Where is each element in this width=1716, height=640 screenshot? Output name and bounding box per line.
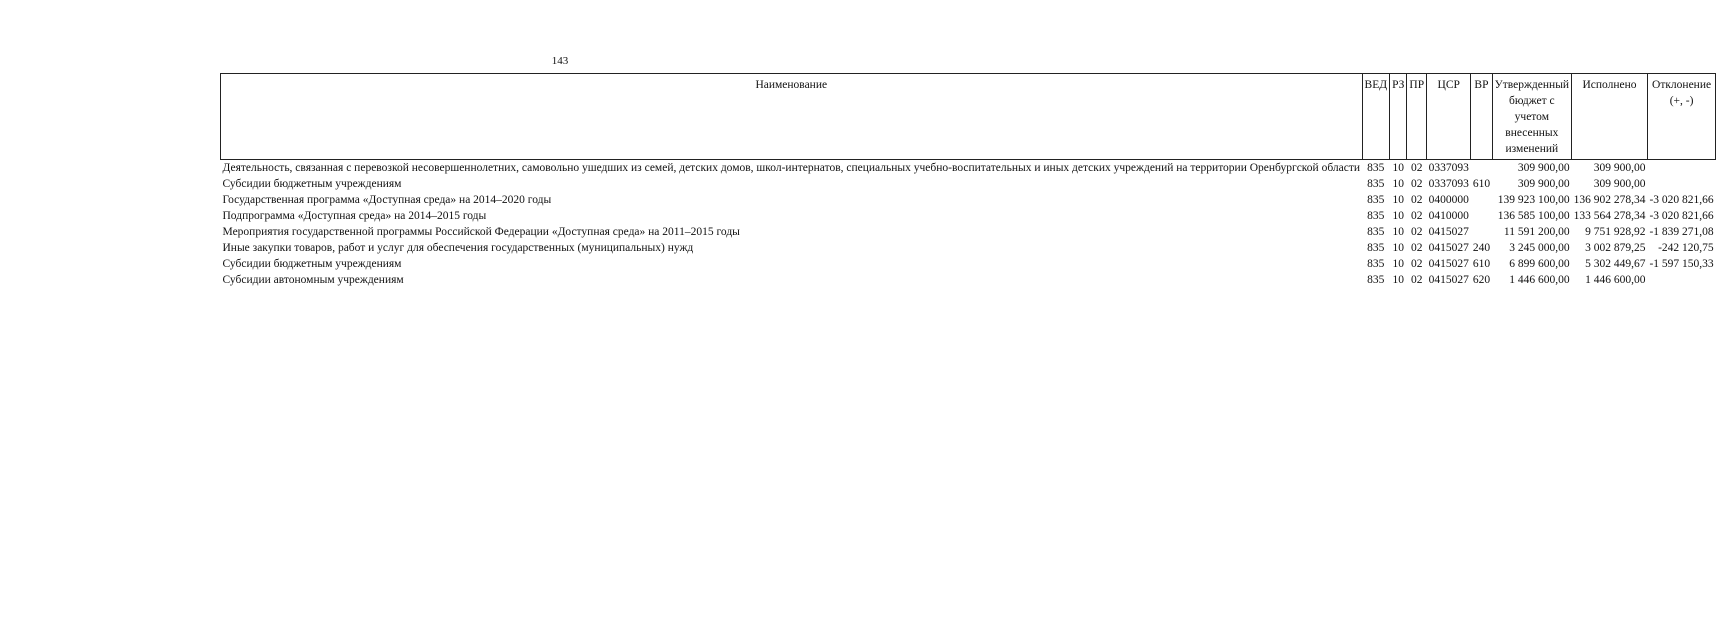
row-name: Государственная программа «Доступная среда» на 2014–2020 годы [222, 194, 552, 206]
row-csr: 0410000 [1428, 210, 1469, 222]
header-csr: ЦСР [1427, 74, 1471, 160]
row-ved: 835 [1367, 226, 1385, 238]
row-executed: 309 900,00 [1593, 162, 1646, 174]
row-approved: 3 245 000,00 [1509, 242, 1570, 254]
row-executed: 5 302 449,67 [1585, 258, 1646, 270]
table-header-row [221, 74, 1716, 160]
row-rz: 10 [1392, 242, 1404, 254]
row-pr: 02 [1410, 210, 1423, 222]
row-csr: 0400000 [1428, 194, 1469, 206]
row-executed: 136 902 278,34 [1573, 194, 1646, 206]
header-pr: ПР [1407, 74, 1427, 160]
row-name: Мероприятия государственной программы Российской Федерации «Доступная среда» на 2011–2015 годы [222, 226, 740, 238]
row-pr: 02 [1410, 194, 1423, 206]
header-vr: ВР [1471, 74, 1492, 160]
row-rz: 10 [1392, 274, 1404, 286]
header-approved: Утвержденный бюджет с учетом внесенных изменений [1492, 74, 1571, 160]
row-deviation: -242 120,75 [1658, 242, 1714, 254]
row-csr: 0337093 [1428, 162, 1469, 174]
row-executed: 133 564 278,34 [1573, 210, 1646, 222]
row-rz: 10 [1392, 226, 1404, 238]
row-ved: 835 [1367, 194, 1385, 206]
row-deviation: -3 020 821,66 [1649, 210, 1714, 222]
row-rz: 10 [1392, 162, 1404, 174]
row-vr: 610 [1472, 178, 1491, 190]
row-vr [1471, 224, 1492, 240]
row-ved: 835 [1367, 274, 1385, 286]
header-rz: РЗ [1390, 74, 1407, 160]
row-deviation: -1 839 271,08 [1649, 226, 1714, 238]
row-name: Субсидии автономным учреждениям [222, 274, 404, 286]
table-row [221, 224, 1716, 240]
row-executed: 3 002 879,25 [1585, 242, 1646, 254]
row-approved: 136 585 100,00 [1497, 210, 1570, 222]
header-ved: ВЕД [1362, 74, 1390, 160]
row-rz: 10 [1392, 210, 1404, 222]
row-ved: 835 [1367, 210, 1385, 222]
row-name: Подпрограмма «Доступная среда» на 2014–2015 годы [222, 210, 487, 222]
row-name: Иные закупки товаров, работ и услуг для обеспечения государственных (муниципальных) нужд [222, 242, 694, 254]
header-name: Наименование [221, 74, 1363, 160]
row-pr: 02 [1410, 242, 1423, 254]
row-approved: 309 900,00 [1517, 178, 1570, 190]
row-vr: 610 [1472, 258, 1491, 270]
table-row [221, 240, 1716, 256]
row-pr: 02 [1410, 178, 1423, 190]
row-pr: 02 [1410, 162, 1423, 174]
row-ved: 835 [1367, 242, 1385, 254]
row-executed: 1 446 600,00 [1585, 274, 1646, 286]
row-vr [1471, 208, 1492, 224]
row-csr: 0415027 [1428, 226, 1469, 238]
row-ved: 835 [1367, 162, 1385, 174]
row-approved: 139 923 100,00 [1497, 194, 1570, 206]
row-vr: 240 [1472, 242, 1491, 254]
row-deviation [1647, 176, 1715, 192]
row-csr: 0415027 [1428, 258, 1469, 270]
budget-table [220, 73, 1716, 288]
row-approved: 11 591 200,00 [1503, 226, 1570, 238]
table-row [221, 160, 1716, 177]
row-ved: 835 [1367, 258, 1385, 270]
row-csr: 0415027 [1428, 274, 1469, 286]
page-number: 143 [551, 55, 569, 67]
header-executed: Исполнено [1572, 74, 1648, 160]
row-name: Субсидии бюджетным учреждениям [222, 258, 402, 270]
header-deviation: Отклонение (+, -) [1647, 74, 1715, 160]
row-pr: 02 [1410, 226, 1423, 238]
table-row [221, 176, 1716, 192]
row-pr: 02 [1410, 274, 1423, 286]
row-approved: 309 900,00 [1517, 162, 1570, 174]
row-vr: 620 [1472, 274, 1491, 286]
row-name: Субсидии бюджетным учреждениям [222, 178, 402, 190]
row-pr: 02 [1410, 258, 1423, 270]
row-deviation [1647, 272, 1715, 288]
row-rz: 10 [1392, 258, 1404, 270]
row-vr [1471, 192, 1492, 208]
table-row [221, 208, 1716, 224]
row-deviation: -3 020 821,66 [1649, 194, 1714, 206]
row-ved: 835 [1367, 178, 1385, 190]
table-row [221, 192, 1716, 208]
row-vr [1471, 160, 1492, 177]
row-deviation: -1 597 150,33 [1649, 258, 1714, 270]
row-executed: 9 751 928,92 [1585, 226, 1646, 238]
row-rz: 10 [1392, 178, 1404, 190]
row-csr: 0415027 [1428, 242, 1469, 254]
row-csr: 0337093 [1428, 178, 1469, 190]
row-deviation [1647, 160, 1715, 177]
row-approved: 6 899 600,00 [1509, 258, 1570, 270]
row-executed: 309 900,00 [1593, 178, 1646, 190]
row-name: Деятельность, связанная с перевозкой несовершеннолетних, самовольно ушедших из семей, детских домов, школ-интернатов, специальных учебно-воспитательных и иных детских учреждений на территории Оренбургской области [222, 162, 1361, 174]
row-rz: 10 [1392, 194, 1404, 206]
row-approved: 1 446 600,00 [1509, 274, 1570, 286]
table-row [221, 256, 1716, 272]
table-row [221, 272, 1716, 288]
